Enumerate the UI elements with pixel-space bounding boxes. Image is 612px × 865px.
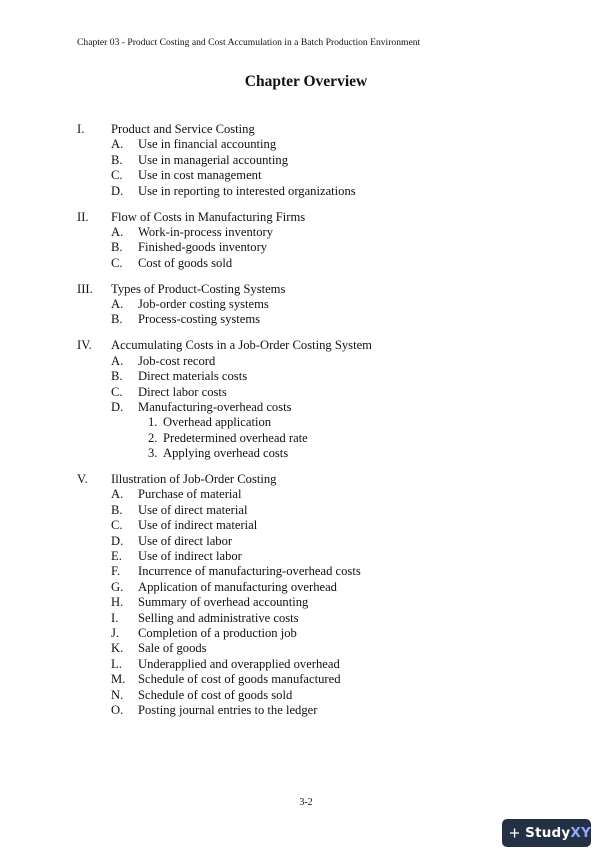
outline-item-number: D. (111, 533, 124, 548)
outline-item-number: F. (111, 564, 121, 579)
outline-item-number: D. (111, 399, 124, 414)
page-number: 3-2 (299, 797, 313, 808)
page-title: Chapter Overview (244, 73, 368, 90)
outline-subitem-number: 2. (148, 430, 158, 445)
section-heading-number: I. (77, 122, 85, 136)
outline-item-number: C. (111, 255, 123, 270)
outline-item-number: A. (111, 224, 124, 239)
outline-item-text: Use of indirect material (138, 518, 258, 533)
outline-item-text: Use in financial accounting (138, 137, 277, 152)
running-header: Chapter 03 - Product Costing and Cost Accumulation in a Batch Production Environment (77, 37, 421, 48)
outline-item-text: Completion of a production job (138, 626, 297, 640)
outline-item-text: Job-cost record (138, 353, 216, 368)
outline-item-number: A. (111, 297, 124, 311)
outline-item-text: Finished-goods inventory (138, 240, 268, 255)
outline-item-text: Selling and administrative costs (138, 610, 299, 625)
outline-item-number: B. (111, 152, 123, 167)
outline-item-text: Summary of overhead accounting (138, 595, 309, 610)
outline-item-number: B. (111, 240, 123, 255)
outline-item-number: A. (111, 137, 124, 152)
outline-item-text: Process-costing systems (138, 312, 261, 327)
outline-item-number: A. (111, 353, 124, 368)
section-heading-number: II. (77, 209, 89, 224)
section-heading-text: Product and Service Costing (111, 122, 255, 136)
outline-item-text: Manufacturing-overhead costs (138, 399, 292, 414)
logo-text-main: Study (525, 825, 571, 841)
outline-item-number: A. (111, 487, 124, 502)
outline-item-text: Sale of goods (138, 641, 207, 656)
outline-item-number: E. (111, 549, 122, 563)
outline-item-text: Posting journal entries to the ledger (138, 703, 318, 717)
section-heading-text: Flow of Costs in Manufacturing Firms (111, 209, 306, 224)
studyxy-logo[interactable] (502, 819, 591, 847)
outline-item-text: Schedule of cost of goods sold (138, 687, 293, 702)
outline-subitem-number: 1. (148, 415, 158, 430)
outline-item-number: C. (111, 518, 123, 533)
section-heading-number: V. (77, 472, 88, 486)
outline-item-text: Incurrence of manufacturing-overhead costs (138, 564, 361, 579)
outline-item-number: K. (111, 641, 124, 656)
outline-item-text: Purchase of material (138, 487, 242, 502)
outline-item-number: G. (111, 579, 124, 594)
outline-item-text: Use of direct labor (138, 533, 233, 548)
outline-item-number: J. (111, 626, 120, 640)
outline-item-text: Cost of goods sold (138, 255, 233, 270)
outline-item-number: B. (111, 369, 123, 384)
outline-subitem-text: Applying overhead costs (163, 446, 289, 461)
outline-item-text: Use of indirect labor (138, 549, 242, 563)
section-heading-text: Illustration of Job-Order Costing (111, 472, 277, 486)
section-heading-text: Types of Product-Costing Systems (111, 281, 286, 296)
outline-item-number: D. (111, 183, 124, 198)
logo-text-accent: XY (570, 825, 591, 841)
outline-item-text: Schedule of cost of goods manufactured (138, 672, 341, 687)
outline-subitem-number: 3. (148, 446, 158, 461)
outline-item-text: Use in cost management (138, 168, 262, 183)
outline-item-text: Job-order costing systems (138, 297, 269, 311)
section-heading-number: IV. (77, 338, 92, 353)
outline-item-number: I. (111, 610, 119, 625)
outline-item-text: Use in reporting to interested organizations (138, 183, 356, 198)
logo-wordmark (525, 825, 591, 841)
plus-icon (510, 826, 519, 840)
outline-item-number: N. (111, 687, 124, 702)
outline-item-number: O. (111, 703, 124, 717)
outline-item-text: Application of manufacturing overhead (138, 579, 337, 594)
outline-item-text: Direct materials costs (138, 369, 248, 384)
section-heading-text: Accumulating Costs in a Job-Order Costing System (111, 338, 372, 353)
outline-item-number: B. (111, 502, 123, 517)
outline-subitem-text: Overhead application (163, 415, 272, 430)
outline-item-text: Work-in-process inventory (138, 224, 274, 239)
outline-subitem-text: Predetermined overhead rate (163, 430, 308, 445)
section-heading-number: III. (77, 281, 93, 296)
outline-item-text: Use of direct material (138, 502, 248, 517)
outline-item-number: H. (111, 595, 124, 610)
outline-item-number: L. (111, 656, 122, 671)
outline-item-number: C. (111, 168, 123, 183)
outline-item-number: C. (111, 384, 123, 399)
outline-item-number: B. (111, 312, 123, 327)
outline-item-text: Use in managerial accounting (138, 152, 289, 167)
outline-item-text: Direct labor costs (138, 384, 227, 399)
outline-item-text: Underapplied and overapplied overhead (138, 656, 340, 671)
outline-item-number: M. (111, 672, 126, 687)
